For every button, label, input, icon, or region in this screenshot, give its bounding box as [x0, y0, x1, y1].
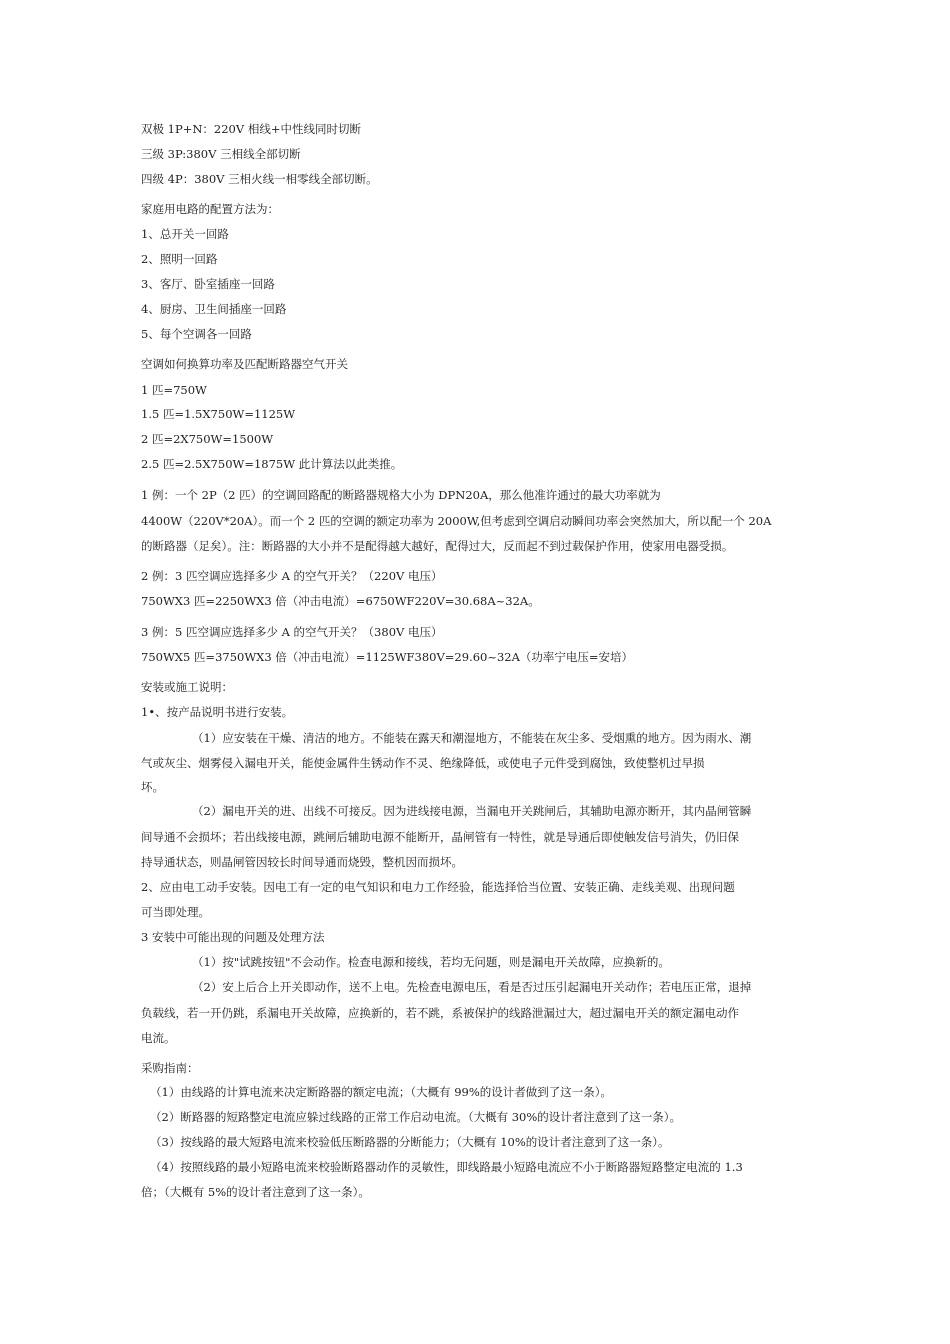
text-line: 空调如何换算功率及匹配断路器空气开关 [141, 357, 348, 371]
text-line: （2）安上后合上开关即动作，送不上电。先检查电源电压，看是否过压引起漏电开关动作；若电压正常，退掉 [192, 980, 752, 994]
text-line: （1）按"试跳按钮"不会动作。检查电源和接线，若均无问题，则是漏电开关故障，应换新的。 [192, 955, 670, 969]
text-line: 3、客厅、卧室插座一回路 [141, 277, 275, 291]
text-line: 采购指南： [141, 1061, 199, 1075]
text-line: 3 安装中可能出现的问题及处理方法 [141, 930, 325, 944]
text-line: 安装或施工说明： [141, 680, 233, 694]
text-line: 5、每个空调各一回路 [141, 327, 252, 341]
text-line: 3 例：5 匹空调应选择多少 A 的空气开关？（380V 电压） [141, 625, 443, 639]
text-line: 2 例：3 匹空调应选择多少 A 的空气开关？（220V 电压） [141, 569, 443, 583]
text-line: 4、厨房、卫生间插座一回路 [141, 302, 287, 316]
text-line: 三级 3P:380V 三相线全部切断 [141, 147, 301, 161]
text-line: 四级 4P：380V 三相火线一相零线全部切断。 [141, 172, 378, 186]
text-line: （1）应安装在干燥、清洁的地方。不能装在露天和潮湿地方，不能装在灰尘多、受烟熏的地方。因为雨水、潮 [192, 731, 752, 745]
text-line: 气或灰尘、烟雾侵入漏电开关，能使金属件生锈动作不灵、绝缘降低，或使电子元件受到腐蚀，致使整机过早损 [141, 756, 705, 770]
text-line: （1）由线路的计算电流来决定断路器的额定电流；（大概有 99%的设计者做到了这一条）。 [150, 1085, 613, 1099]
text-line: 坏。 [141, 780, 164, 794]
text-line: 可当即处理。 [141, 905, 210, 919]
text-line: 的断路器（足矣）。注：断路器的大小并不是配得越大越好，配得过大，反而起不到过载保护作用，使家用电器受损。 [141, 539, 734, 553]
text-line: （2）漏电开关的进、出线不可接反。因为进线接电源，当漏电开关跳闸后，其辅助电源亦断开，其内晶闸管瞬 [192, 804, 752, 818]
text-line: 1、总开关一回路 [141, 227, 229, 241]
text-line: 负载线，若一开仍跳，系漏电开关故障，应换新的，若不跳，系被保护的线路泄漏过大，超过漏电开关的额定漏电动作 [141, 1006, 739, 1020]
text-line: 家庭用电路的配置方法为： [141, 202, 279, 216]
text-line: （3）按线路的最大短路电流来校验低压断路器的分断能力；（大概有 10%的设计者注意到了这一条）。 [150, 1135, 670, 1149]
text-line: 倍；（大概有 5%的设计者注意到了这一条）。 [141, 1185, 370, 1199]
text-line: 间导通不会损坏；若出线接电源，跳闸后辅助电源不能断开，晶闸管有一特性，就是导通后即使触发信号消失，仍旧保 [141, 830, 739, 844]
text-line: 2.5 匹=2.5X750W=1875W 此计算法以此类推。 [141, 457, 403, 471]
text-line: 750WX5 匹=3750WX3 倍（冲击电流）=1125WF380V=29.60~32A（功率宁电压=安培） [141, 650, 634, 664]
text-line: 2、照明一回路 [141, 252, 218, 266]
text-line: 2 匹=2X750W=1500W [141, 432, 274, 446]
text-line: 750WX3 匹=2250WX3 倍（冲击电流）=6750WF220V=30.68A~32A。 [141, 594, 540, 608]
text-line: 4400W（220V*20A）。而一个 2 匹的空调的额定功率为 2000W,但考虑到空调启动瞬间功率会突然加大，所以配一个 20A [141, 514, 772, 528]
text-line: 持导通状态，则晶闸管因较长时间导通而烧毁，整机因而损坏。 [141, 855, 463, 869]
text-line: 1 匹=750W [141, 383, 207, 397]
text-line: （2）断路器的短路整定电流应躲过线路的正常工作启动电流。（大概有 30%的设计者注意到了这一条）。 [150, 1110, 682, 1124]
text-line: 1•、按产品说明书进行安装。 [141, 705, 294, 719]
text-line: 2、应由电工动手安装。因电工有一定的电气知识和电力工作经验，能选择恰当位置、安装正确、走线美观、出现问题 [141, 880, 735, 894]
text-line: 1.5 匹=1.5X750W=1125W [141, 407, 296, 421]
text-line: 双极 1P+N：220V 相线+中性线同时切断 [141, 122, 361, 136]
text-line: 电流。 [141, 1031, 176, 1045]
text-line: 1 例：一个 2P（2 匹）的空调回路配的断路器规格大小为 DPN20A，那么他准许通过的最大功率就为 [141, 488, 661, 502]
text-line: （4）按照线路的最小短路电流来校验断路器动作的灵敏性，即线路最小短路电流应不小于断路器短路整定电流的 1.3 [150, 1160, 743, 1174]
